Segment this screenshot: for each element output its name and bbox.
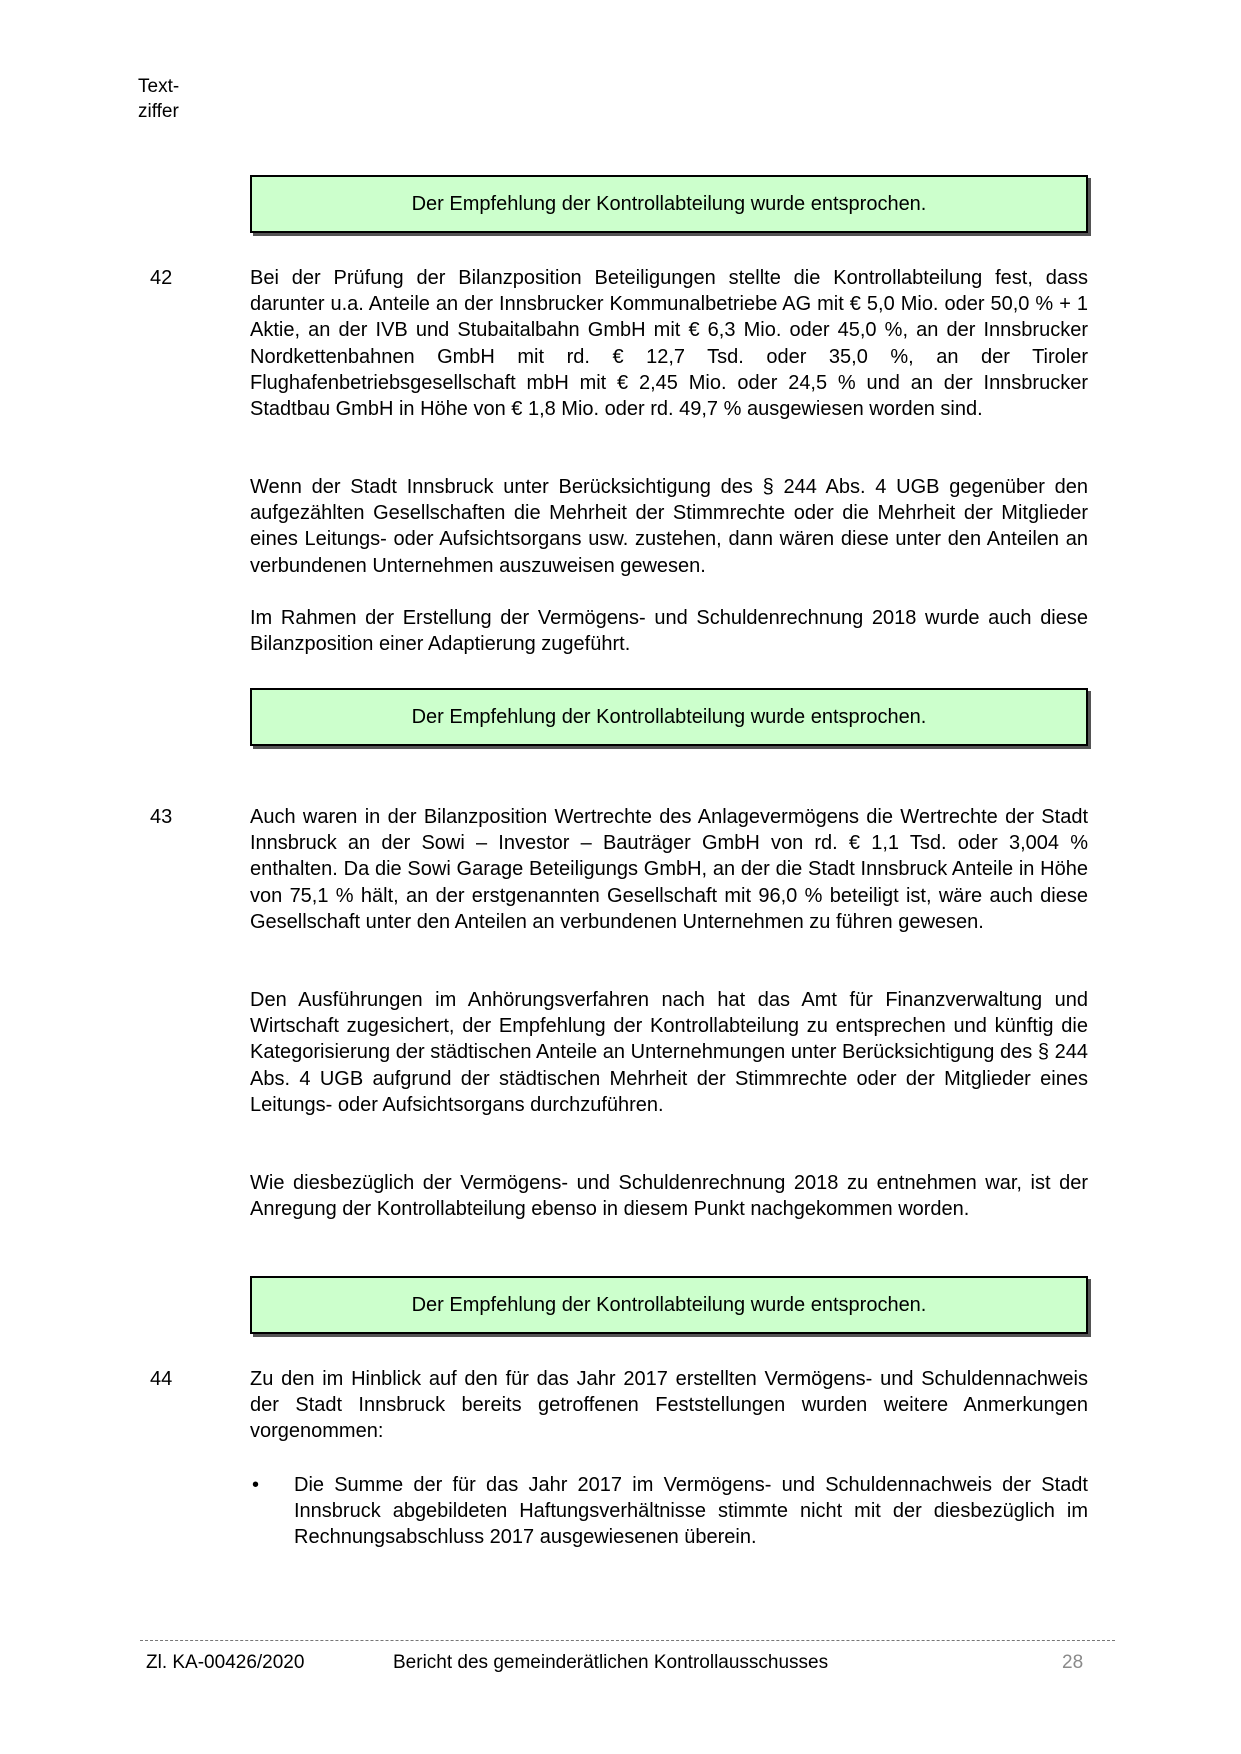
bullet-icon: • bbox=[252, 1474, 260, 1496]
footer-reference: Zl. KA-00426/2020 bbox=[146, 1652, 305, 1673]
recommendation-box-3: Der Empfehlung der Kontrollabteilung wurde entsprochen. bbox=[250, 1276, 1088, 1334]
recommendation-box-1: Der Empfehlung der Kontrollabteilung wurde entsprochen. bbox=[250, 175, 1088, 233]
section-number-44: 44 bbox=[150, 1368, 173, 1390]
bullet-text: Die Summe der für das Jahr 2017 im Vermögens- und Schuldennachweis der Stadt Innsbruck abgebildeten Haftungsverhältnisse stimmte nicht mit der diesbezüglich im Rechnungsabschluss 2017 ausgewiesenen überein. bbox=[294, 1474, 1088, 1549]
margin-label-line2: ziffer bbox=[138, 101, 179, 122]
recommendation-box-2: Der Empfehlung der Kontrollabteilung wurde entsprochen. bbox=[250, 688, 1088, 746]
footer-divider bbox=[140, 1640, 1115, 1641]
margin-label-line1: Text- bbox=[138, 76, 180, 97]
page-number: 28 bbox=[1062, 1652, 1084, 1673]
section-number-43: 43 bbox=[150, 806, 173, 828]
section-42-paragraph-2: Wenn der Stadt Innsbruck unter Berücksichtigung des § 244 Abs. 4 UGB gegenüber den aufgezählten Gesellschaften die Mehrheit der Stimmrechte oder die Mehrheit der Mitglieder eines Leitungs- oder Aufsichtsorgans usw. zustehen, dann wären diese unter den Anteilen an verbundenen Unternehmen auszuweisen gewesen. bbox=[250, 476, 1088, 577]
margin-label bbox=[138, 74, 179, 124]
section-43-paragraph-3: Wie diesbezüglich der Vermögens- und Schuldenrechnung 2018 zu entnehmen war, ist der Anregung der Kontrollabteilung ebenso in diesem Punkt nachgekommen worden. bbox=[250, 1172, 1088, 1221]
section-number-42: 42 bbox=[150, 267, 173, 289]
section-42-paragraph-3: Im Rahmen der Erstellung der Vermögens- und Schuldenrechnung 2018 wurde auch diese Bilanzposition einer Adaptierung zugeführt. bbox=[250, 607, 1088, 656]
section-44-paragraph-1: Zu den im Hinblick auf den für das Jahr 2017 erstellten Vermögens- und Schuldennachweis der Stadt Innsbruck bereits getroffenen Feststellungen wurden weitere Anmerkungen vorgenommen: bbox=[250, 1368, 1088, 1443]
section-42-paragraph-1: Bei der Prüfung der Bilanzposition Beteiligungen stellte die Kontrollabteilung fest, dass darunter u.a. Anteile an der Innsbrucker Kommunalbetriebe AG mit € 5,0 Mio. oder 50,0 % + 1 Aktie, an der IVB und Stubaitalbahn GmbH mit € 6,3 Mio. oder 45,0 %, an der Innsbrucker Nordkettenbahnen GmbH mit rd. € 12,7 Tsd. oder 35,0 %, an der Tiroler Flughafenbetriebsgesellschaft mbH mit € 2,45 Mio. oder 24,5 % und an der Innsbrucker Stadtbau GmbH in Höhe von € 1,8 Mio. oder rd. 49,7 % ausgewiesen worden sind. bbox=[250, 267, 1088, 421]
section-43-paragraph-1: Auch waren in der Bilanzposition Wertrechte des Anlagevermögens die Wertrechte der Stadt Innsbruck an der Sowi – Investor – Bauträger GmbH von rd. € 1,1 Tsd. oder 3,004 % enthalten. Da die Sowi Garage Beteiligungs GmbH, an der die Stadt Innsbruck Anteile in Höhe von 75,1 % hält, an der erstgenannten Gesellschaft mit 96,0 % beteiligt ist, wäre auch diese Gesellschaft unter den Anteilen an verbundenen Unternehmen zu führen gewesen. bbox=[250, 806, 1088, 933]
footer-title: Bericht des gemeinderätlichen Kontrollausschusses bbox=[393, 1652, 829, 1673]
section-43-paragraph-2: Den Ausführungen im Anhörungsverfahren nach hat das Amt für Finanzverwaltung und Wirtschaft zugesichert, der Empfehlung der Kontrollabteilung zu entsprechen und künftig die Kategorisierung der städtischen Anteile an Unternehmungen unter Berücksichtigung des § 244 Abs. 4 UGB aufgrund der städtischen Mehrheit der Stimmrechte oder der Mitglieder eines Leitungs- oder Aufsichtsorgans durchzuführen. bbox=[250, 989, 1088, 1116]
